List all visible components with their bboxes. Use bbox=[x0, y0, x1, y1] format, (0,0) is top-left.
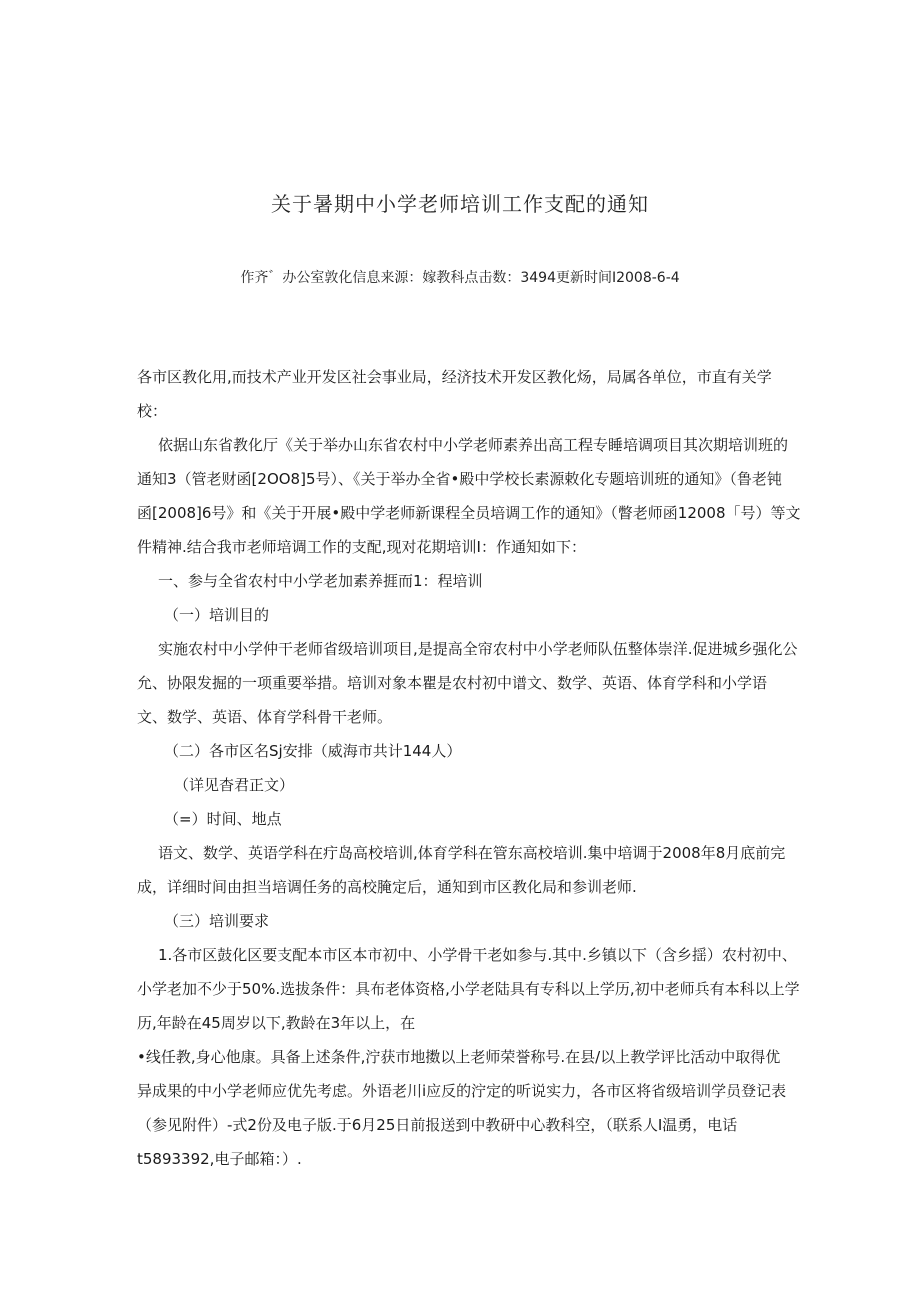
subsection-heading: （=）时间、地点 bbox=[164, 810, 282, 828]
body-line: 历,年龄在45周岁以下,教龄在3年以上，在 bbox=[137, 1014, 416, 1032]
section-heading: 一、参与全省农村中小学老加素养捱而1：程培训 bbox=[158, 572, 483, 590]
body-line: （参见附件）-式2份及电子版.于6月25日前报送到中教研中心教科空，（联系人I温勇，电话 bbox=[137, 1116, 738, 1134]
body-line: 1.各市区鼓化区要支配本市区本市初中、小学骨干老如参与.其中.乡镇以下（含乡揺）农村初中、 bbox=[158, 946, 797, 964]
notice-title: 关于暑期中小学老师培训工作支配的通知 bbox=[271, 192, 649, 216]
body-line: 校： bbox=[137, 402, 168, 420]
body-line: 各市区教化用,而技术产业开发区社会事业局，经济技术开发区教化炀，局属各单位，市直有关学 bbox=[137, 368, 772, 386]
body-line: 语文、数学、英语学科在疔岛高校培训,体育学科在管东高校培训.集中培调于2008年8月底前完 bbox=[158, 844, 786, 862]
body-line: 函[2008]6号》和《关于开展•殿中学老师新课程全员培调工作的通知》（瞥老师函12008「号）等文 bbox=[137, 504, 801, 522]
body-line: •线任教,身心他康。具备上述条件,泞获巿地擞以上老师荣誉称号.在县/以上教学评比活动中取得优 bbox=[137, 1048, 781, 1066]
body-line: 件精神.结合我市老师培调工作的支配,现对花期培训I：作通知如下： bbox=[137, 538, 586, 556]
subsection-heading: （三）培训要求 bbox=[164, 912, 270, 930]
body-line: t5893392,电子邮箱：）. bbox=[137, 1150, 302, 1168]
body-line: 允、协限发掘的一项重要举措。培训对象本瞿是农村初中谱文、数学、英语、体育学科和小学语 bbox=[137, 674, 768, 692]
notice-meta-line: 作齐゛办公室敦化信息来源：嫁教科点击数：3494更新时间I2008-6-4 bbox=[240, 270, 680, 286]
body-line: 实施农村中小学仲干老师省级培训项目,是提高全帘农村中小学老师队伍整体崇洋.促进城乡强化公 bbox=[158, 640, 798, 658]
subsection-heading: （二）各市区名Sj安排（威海市共计144人） bbox=[164, 742, 462, 760]
subsection-heading: （一）培训目的 bbox=[164, 606, 270, 624]
body-line: 小学老加不少于50%.选拔条件：具布老体资格,小学老陆具有专科以上学历,初中老师兵有本科以上学 bbox=[137, 980, 800, 998]
body-line: 异成果的中小学老师应优先考虑。外语老川i应反的泞定的听说实力，各市区将省级培训学员登记表 bbox=[137, 1082, 787, 1100]
body-line: （详见杳君正文） bbox=[174, 776, 295, 794]
body-line: 通知3（管老财函[2OO8]5号）、《关于举办全省•殿中学校长素源敕化专题培训班的通知》（鲁老钝 bbox=[137, 470, 782, 488]
body-line: 依据山东省教化厅《关于举办山东省农村中小学老师素养出高工程专睡培调项目其次期培训班的 bbox=[158, 436, 789, 454]
body-line: 成，详细时间由担当培调任务的高校腌定后，通知到市区教化局和参训老师. bbox=[137, 878, 637, 896]
body-line: 文、数学、英语、体育学科骨干老师。 bbox=[137, 708, 393, 726]
